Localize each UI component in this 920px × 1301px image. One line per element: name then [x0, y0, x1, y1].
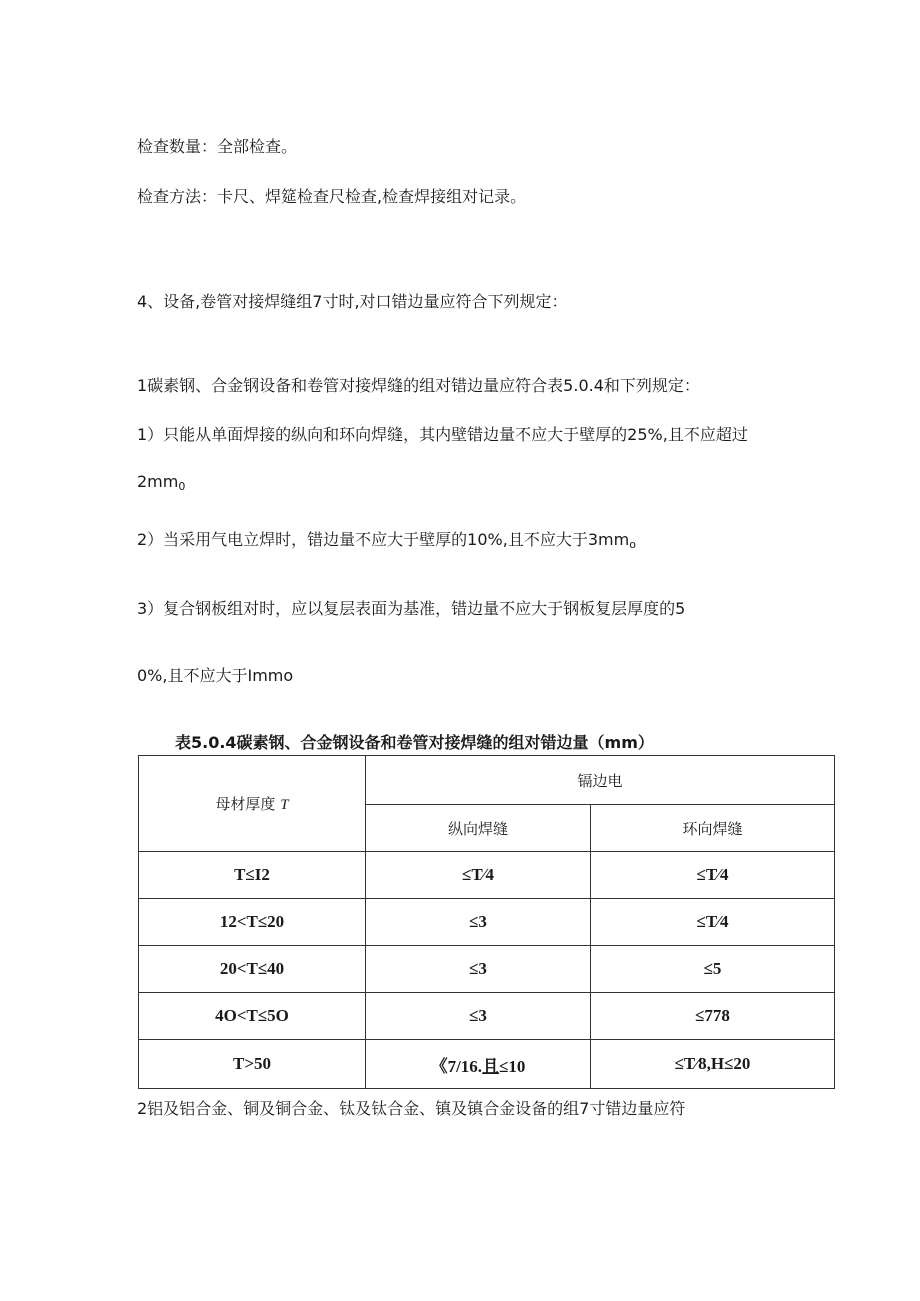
header-thickness: 母材厚度 T [139, 756, 366, 852]
cell-circumferential: ≤T∕4 [591, 852, 835, 899]
underlined-qie: 且 [482, 1056, 500, 1076]
rule-2-main: 2）当采用气电立焊时，错边量不应大于壁厚的10%,且不应大于3mm [137, 530, 630, 549]
rule-3-continuation: 0%,且不应大于Immo [137, 666, 294, 685]
cell-circumferential: ≤T∕4 [591, 899, 835, 946]
cell-thickness: 20<T≤40 [139, 946, 366, 993]
table-row [139, 946, 835, 993]
table-row [139, 852, 835, 899]
clause-4-2-text: 2铝及铝合金、铜及铜合金、钛及钛合金、镇及镇合金设备的组7寸错边量应符 [137, 1099, 686, 1118]
cell-circumferential: ≤T∕8,H≤20 [591, 1040, 835, 1089]
table-caption: 表5.0.4碳素钢、合金钢设备和卷管对接焊缝的组对错边量（mm） [175, 733, 654, 752]
inspection-quantity-text: 检查数量：全部检查。 [137, 137, 298, 156]
rule-1-subscript: 0 [178, 480, 186, 493]
rule-1-value: 2mm [137, 472, 179, 491]
clause-4-text: 4、设备,卷管对接焊缝组7寸时,对口错边量应符合下列规定： [137, 292, 568, 311]
table-row [139, 993, 835, 1040]
rule-3-text: 3）复合钢板组对时，应以复层表面为基准，错边量不应大于钢板复层厚度的5 [137, 599, 686, 618]
misalignment-table [138, 755, 835, 1089]
cell-thickness: T≤I2 [139, 852, 366, 899]
table-row [139, 899, 835, 946]
rule-1-text: 1）只能从单面焊接的纵向和环向焊缝，其内壁错边量不应大于壁厚的25%,且不应超过 [137, 425, 748, 444]
inspection-method-text: 检查方法：卡尺、焊筵检查尺检查,检查焊接组对记录。 [137, 187, 527, 206]
cell-circumferential: ≤5 [591, 946, 835, 993]
rule-2-subscript: o [629, 538, 636, 551]
cell-longitudinal: ≤3 [366, 993, 591, 1040]
cell-longitudinal: ≤3 [366, 946, 591, 993]
table-row [139, 1040, 835, 1089]
header-group: 镉边电 [366, 756, 835, 805]
cell-thickness: T>50 [139, 1040, 366, 1089]
clause-4-1-text: 1碳素钢、合金钢设备和卷管对接焊缝的组对错边量应符合表5.0.4和下列规定： [137, 376, 700, 395]
cell-longitudinal: ≤3 [366, 899, 591, 946]
header-thickness-symbol: T [280, 797, 289, 813]
cell-longitudinal: ≤T∕4 [366, 852, 591, 899]
cell-thickness: 4O<T≤5O [139, 993, 366, 1040]
cell-longitudinal: 《7/16.且≤10 [366, 1040, 591, 1089]
header-longitudinal: 纵向焊缝 [366, 805, 591, 852]
rule-1-continuation [137, 472, 185, 493]
cell-circumferential: ≤778 [591, 993, 835, 1040]
cell-thickness: 12<T≤20 [139, 899, 366, 946]
header-circumferential: 环向焊缝 [591, 805, 835, 852]
rule-2-text [137, 527, 636, 551]
